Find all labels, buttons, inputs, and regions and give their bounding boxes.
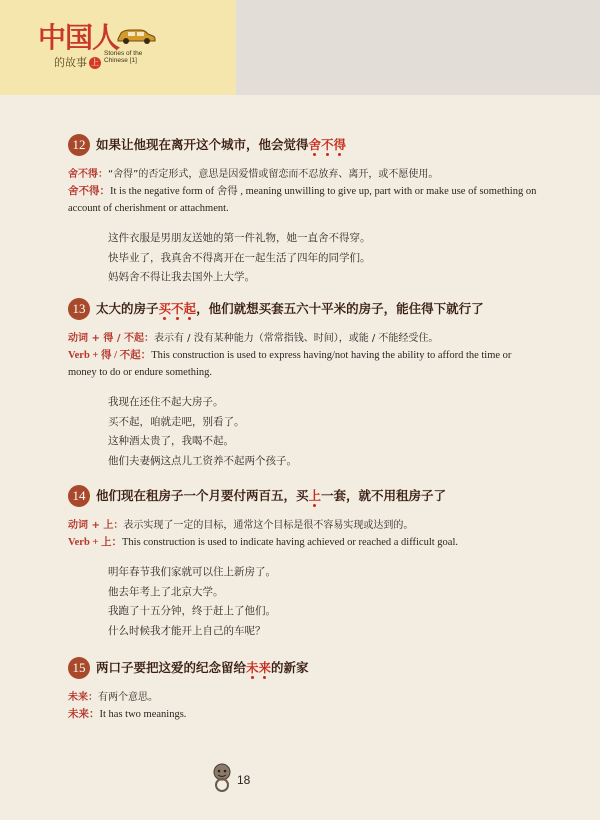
section-heading: [68, 298, 538, 320]
brand-subtitle: [54, 54, 101, 70]
explanation-key-en: 未来：: [68, 709, 100, 720]
emphasis-dot: [313, 504, 316, 507]
explanation-en: [68, 347, 538, 381]
section-title: [96, 487, 446, 505]
explanation-text-en: This construction is used to express having/not having the ability to afford the time or money to do or endure something.: [68, 350, 512, 378]
title-highlight: [309, 488, 322, 503]
explanation: [68, 517, 538, 551]
title-text-after: 的新家: [271, 660, 309, 675]
example-sentence: 妈妈舍不得让我去国外上大学。: [108, 271, 255, 283]
section-number: 14: [68, 485, 90, 507]
section-number: 15: [68, 657, 90, 679]
title-highlight: [159, 301, 197, 316]
explanation: [68, 689, 538, 723]
section-15: [68, 657, 538, 723]
highlight-char: 来: [259, 660, 272, 675]
brand-english: [104, 50, 142, 64]
example-sentence: 什么时候我才能开上自己的车呢？: [108, 624, 266, 637]
highlight-char: 不: [171, 301, 184, 316]
explanation-cn: [68, 517, 538, 534]
title-highlight: [246, 660, 271, 675]
section-14: [68, 485, 538, 641]
title-text-after: ，他们就想买套五六十平米的房子，能住得下就行了: [196, 301, 484, 316]
explanation-key-en: Verb + 得 / 不起：: [68, 350, 152, 361]
highlight-char: 起: [184, 301, 197, 316]
example-sentence: 明年春节我们家就可以住上新房了。: [108, 566, 276, 578]
highlight-char: 未: [246, 660, 259, 675]
example-sentences: [108, 563, 538, 641]
highlight-char: 得: [334, 137, 347, 152]
brand-subtitle-text: 的故事: [54, 56, 87, 69]
explanation-cn: [68, 689, 538, 706]
title-text: 如果让他现在离开这个城市，他会觉得: [96, 137, 309, 152]
car-icon: [116, 24, 156, 46]
title-text: 两口子要把这爱的纪念留给: [96, 660, 247, 675]
emphasis-dot: [313, 153, 316, 156]
example-sentence: 他们夫妻俩这点儿工资养不起两个孩子。: [108, 454, 297, 467]
example-sentence: 买不起，咱就走吧，别看了。: [108, 415, 245, 428]
section-title: [96, 659, 309, 677]
brand-badge: 上: [91, 58, 99, 67]
logo-panel: [0, 0, 236, 95]
title-highlight: [309, 137, 347, 152]
page-number: 18: [237, 773, 251, 787]
example-sentence: 我现在还住不起大房子。: [108, 396, 224, 408]
brand-title: 中国人: [38, 21, 120, 54]
explanation-key: 未来：: [68, 692, 98, 703]
title-text: 他们现在租房子一个月要付两百五，买: [96, 488, 309, 503]
explanation: [68, 166, 538, 217]
title-text: 太大的房子: [96, 301, 159, 316]
brand-english-line1: Stories of the: [104, 50, 143, 57]
section-title: [96, 136, 346, 154]
explanation-text: 表示有 / 没有某种能力（常常指钱、时间），或能 / 不能经受住。: [153, 333, 439, 344]
example-sentence: 我跑了十五分钟，终于赶上了他们。: [108, 605, 276, 617]
section-13: [68, 298, 538, 471]
example-sentences: [108, 393, 538, 471]
explanation-key-en: Verb + 上：: [68, 537, 123, 548]
section-heading: [68, 657, 538, 679]
section-12: [68, 134, 538, 288]
example-sentence: 快毕业了，我真舍不得离开在一起生活了四年的同学们。: [108, 251, 371, 264]
example-sentence: 他去年考上了北京大学。: [108, 585, 224, 598]
section-number: 13: [68, 298, 90, 320]
example-sentence: 这种酒太贵了，我喝不起。: [108, 435, 234, 447]
explanation-en: [68, 706, 538, 723]
explanation: [68, 330, 538, 381]
emphasis-dot: [338, 153, 341, 156]
explanation-key: 舍不得：: [68, 169, 108, 180]
header-gray-band: [236, 0, 600, 95]
example-sentence: 这件衣服是男朋友送她的第一件礼物，她一直舍不得穿。: [108, 232, 371, 244]
emphasis-dot: [176, 317, 179, 320]
explanation-text-en: It has two meanings.: [99, 709, 187, 720]
section-heading: [68, 485, 538, 507]
example-sentences: [108, 229, 538, 288]
explanation-text-en: This construction is used to indicate having achieved or reached a difficult goal.: [122, 537, 459, 548]
explanation-en: [68, 534, 538, 551]
title-text-after: 一套，就不用租房子了: [321, 488, 447, 503]
explanation-key: 动词 + 得 / 不起：: [68, 333, 154, 344]
section-number: 12: [68, 134, 90, 156]
explanation-key-en: 舍不得：: [68, 186, 110, 197]
explanation-cn: [68, 330, 538, 347]
brand-english-line2: Chinese [1]: [104, 57, 137, 64]
highlight-char: 上: [309, 488, 322, 503]
explanation-key: 动词 + 上：: [68, 520, 124, 531]
highlight-char: 舍: [309, 137, 322, 152]
lion-knocker-icon: [212, 763, 232, 793]
explanation-text: “舍得”的否定形式，意思是因爱惜或留恋而不忍放弃、离开，或不愿使用。: [108, 169, 439, 180]
emphasis-dot: [188, 317, 191, 320]
highlight-char: 买: [159, 301, 172, 316]
explanation-text: 有两个意思。: [98, 692, 158, 703]
explanation-text-en: It is the negative form of 舍得 , meaning unwilling to give up, part with or make use of something on account of cherishment or attachment.: [68, 186, 537, 214]
section-title: [96, 300, 484, 318]
explanation-cn: [68, 166, 538, 183]
section-heading: [68, 134, 538, 156]
emphasis-dot: [163, 317, 166, 320]
emphasis-dot: [326, 153, 329, 156]
emphasis-dot: [263, 676, 266, 679]
explanation-text: 表示实现了一定的目标，通常这个目标是很不容易实现或达到的。: [123, 520, 414, 531]
highlight-char: 不: [321, 137, 334, 152]
emphasis-dot: [251, 676, 254, 679]
explanation-en: [68, 183, 538, 217]
